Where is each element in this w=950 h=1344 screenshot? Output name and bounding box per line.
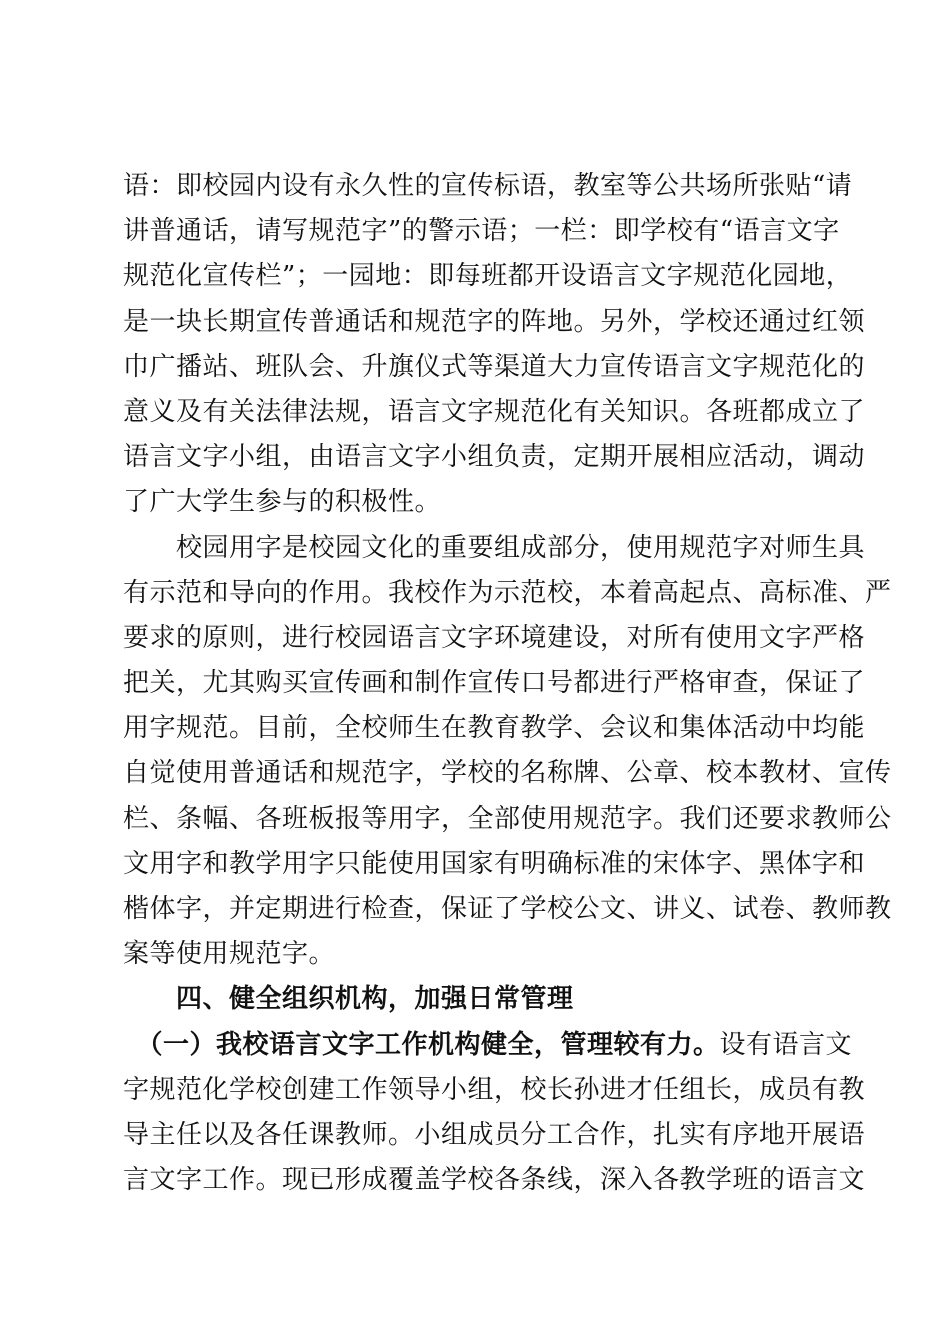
- text-line: 案等使用规范字。: [123, 939, 336, 970]
- text-line: 意义及有关法律法规，语言文字规范化有关知识。各班都成立了: [123, 396, 866, 427]
- text-line: 规范化宣传栏”；一园地：即每班都开设语言文字规范化园地，: [123, 261, 853, 292]
- text-line: 文用字和教学用字只能使用国家有明确标准的宋体字、黑体字和: [123, 848, 866, 879]
- text-line: 语：即校园内设有永久性的宣传标语，教室等公共场所张贴“请: [123, 171, 853, 201]
- text-line: 用字规范。目前，全校师生在教育教学、会议和集体活动中均能: [123, 713, 866, 744]
- text-line: 校园用字是校园文化的重要组成部分，使用规范字对师生具: [123, 532, 866, 563]
- subsection-line-rest: 设有语言文: [719, 1029, 853, 1060]
- text-line: 自觉使用普通话和规范字，学校的名称牌、公章、校本教材、宣传: [123, 758, 892, 789]
- text-line: 是一块长期宣传普通话和规范字的阵地。另外，学校还通过红领: [123, 306, 866, 337]
- body-text: [123, 164, 892, 1203]
- text-line: 言文字工作。现已形成覆盖学校各条线，深入各教学班的语言文: [123, 1165, 866, 1196]
- text-line: 讲普通话，请写规范字”的警示语；一栏：即学校有“语言文字: [123, 216, 840, 247]
- text-line: 字规范化学校创建工作领导小组，校长孙进才任组长，成员有教: [123, 1074, 866, 1105]
- text-line: 了广大学生参与的积极性。: [123, 487, 442, 518]
- text-line: 语言文字小组，由语言文字小组负责，定期开展相应活动，调动: [123, 442, 866, 473]
- text-line: 导主任以及各任课教师。小组成员分工合作，扎实有序地开展语: [123, 1119, 866, 1150]
- text-line: [123, 1023, 853, 1068]
- subsection-heading: （一）我校语言文字工作机构健全，管理较有力。: [123, 1029, 720, 1060]
- subsection-paragraph: [123, 1023, 866, 1204]
- paragraph-2: [123, 526, 892, 978]
- paragraph-1: [123, 164, 866, 526]
- text-line: 巾广播站、班队会、升旗仪式等渠道大力宣传语言文字规范化的: [123, 351, 866, 382]
- text-line: 把关，尤其购买宣传画和制作宣传口号都进行严格审查，保证了: [123, 668, 866, 699]
- text-line: 要求的原则，进行校园语言文字环境建设，对所有使用文字严格: [123, 622, 866, 653]
- text-line: 楷体字，并定期进行检查，保证了学校公文、讲义、试卷、教师教: [123, 894, 892, 924]
- section-heading: 四、健全组织机构，加强日常管理: [123, 984, 574, 1015]
- text-line: 栏、条幅、各班板报等用字，全部使用规范字。我们还要求教师公: [123, 803, 892, 834]
- text-line: 有示范和导向的作用。我校作为示范校，本着高起点、高标准、严: [123, 577, 892, 608]
